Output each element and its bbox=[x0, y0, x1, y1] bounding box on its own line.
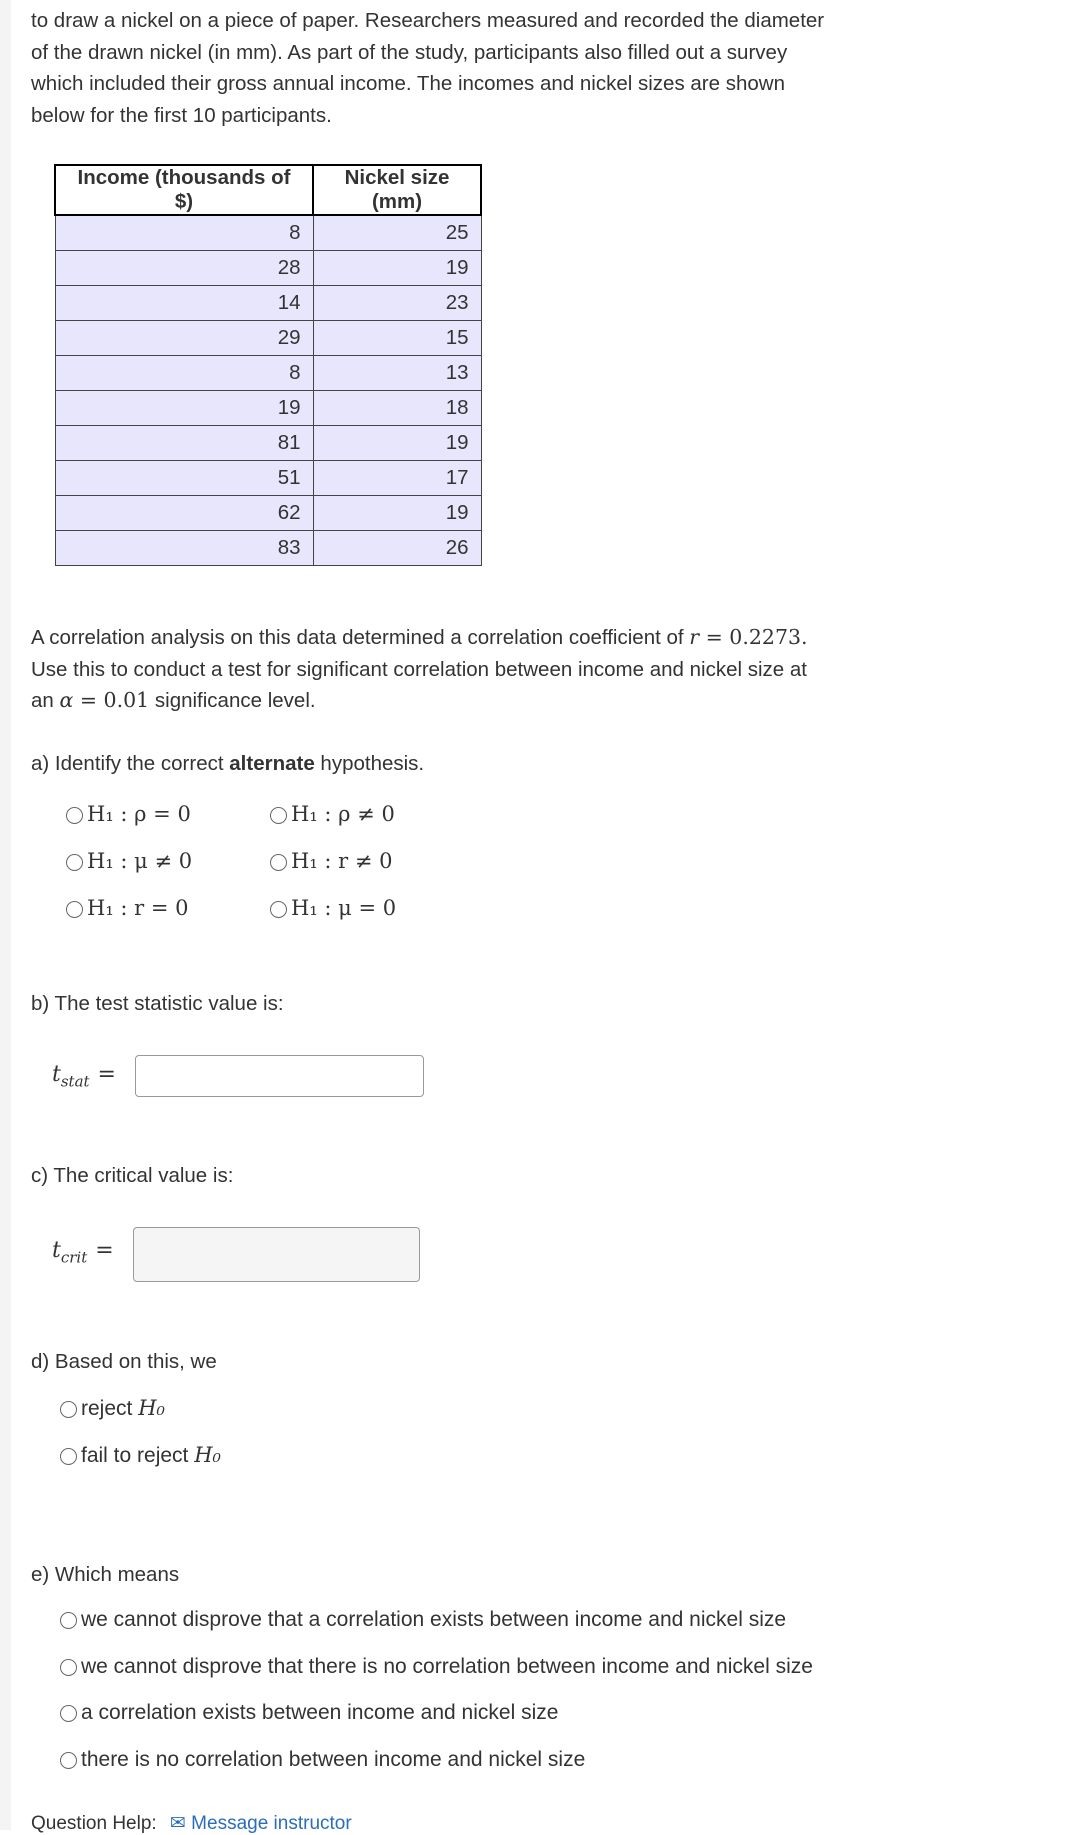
radio-button[interactable] bbox=[66, 901, 83, 918]
table-row bbox=[55, 215, 481, 251]
table-row bbox=[55, 321, 481, 356]
radio-button[interactable] bbox=[60, 1705, 77, 1722]
table-row bbox=[55, 286, 481, 321]
income-cell: 29 bbox=[55, 321, 313, 356]
part-a-prefix: a) Identify the correct bbox=[31, 752, 230, 775]
analysis-text: A correlation analysis on this data determined a correlation coefficient of bbox=[31, 626, 690, 649]
income-cell: 14 bbox=[55, 286, 313, 321]
question-help bbox=[31, 1812, 352, 1835]
radio-button[interactable] bbox=[270, 901, 287, 918]
nickel-cell: 19 bbox=[313, 251, 481, 286]
analysis-text: an bbox=[31, 689, 60, 712]
t-crit-input[interactable] bbox=[133, 1227, 420, 1282]
income-cell: 28 bbox=[55, 251, 313, 286]
radio-button[interactable] bbox=[270, 854, 287, 871]
nickel-cell: 17 bbox=[313, 461, 481, 496]
conclusion-option[interactable]: we cannot disprove that there is no correlation between income and nickel size bbox=[60, 1655, 813, 1679]
conclusion-option[interactable]: a correlation exists between income and nickel size bbox=[60, 1701, 558, 1725]
nickel-cell: 25 bbox=[313, 215, 481, 251]
part-a-label bbox=[31, 748, 424, 780]
envelope-icon[interactable]: ✉ bbox=[169, 1813, 186, 1834]
radio-button[interactable] bbox=[270, 807, 287, 824]
conclusion-option[interactable]: we cannot disprove that a correlation exists between income and nickel size bbox=[60, 1608, 786, 1632]
nickel-cell: 19 bbox=[313, 426, 481, 461]
analysis-line-3 bbox=[31, 685, 1051, 717]
income-cell: 8 bbox=[55, 356, 313, 391]
income-cell: 51 bbox=[55, 461, 313, 496]
hypothesis-option[interactable]: H₁ : ρ ≠ 0 bbox=[270, 802, 395, 827]
t-stat-label: $t_{stat}$ = bbox=[52, 1062, 116, 1091]
table-row bbox=[55, 356, 481, 391]
income-cell: 81 bbox=[55, 426, 313, 461]
hypothesis-option[interactable]: H₁ : ρ = 0 bbox=[66, 802, 191, 827]
r-value: = 0.2273. bbox=[699, 625, 808, 649]
part-a-suffix: hypothesis. bbox=[314, 752, 425, 775]
radio-button[interactable] bbox=[60, 1752, 77, 1769]
analysis-line-1 bbox=[31, 622, 1051, 654]
alpha-symbol: α bbox=[59, 688, 74, 712]
r-symbol: r bbox=[689, 625, 700, 649]
income-cell: 8 bbox=[55, 215, 313, 251]
hypothesis-option[interactable]: H₁ : μ ≠ 0 bbox=[66, 849, 192, 874]
table-row bbox=[55, 426, 481, 461]
nickel-cell: 13 bbox=[313, 356, 481, 391]
radio-button[interactable] bbox=[66, 807, 83, 824]
income-cell: 62 bbox=[55, 496, 313, 531]
table-row bbox=[55, 461, 481, 496]
hypothesis-option[interactable]: H₁ : r = 0 bbox=[66, 896, 189, 921]
table-row bbox=[55, 531, 481, 566]
income-cell: 83 bbox=[55, 531, 313, 566]
hypothesis-option[interactable]: H₁ : μ = 0 bbox=[270, 896, 396, 921]
intro-line: below for the first 10 participants. bbox=[31, 103, 332, 127]
left-border bbox=[0, 0, 11, 1830]
income-cell: 19 bbox=[55, 391, 313, 426]
nickel-size-header: Nickel size (mm) bbox=[313, 165, 481, 215]
intro-line: which included their gross annual income. The incomes and nickel sizes are shown bbox=[31, 72, 785, 95]
hypothesis-option[interactable]: H₁ : r ≠ 0 bbox=[270, 849, 393, 874]
nickel-cell: 23 bbox=[313, 286, 481, 321]
table-row bbox=[55, 496, 481, 531]
radio-button[interactable] bbox=[60, 1612, 77, 1629]
nickel-cell: 18 bbox=[313, 391, 481, 426]
radio-button[interactable] bbox=[66, 854, 83, 871]
data-table bbox=[54, 164, 482, 566]
part-e-label: e) Which means bbox=[31, 1563, 180, 1586]
income-header: Income (thousands of $) bbox=[55, 165, 313, 215]
intro-line: to draw a nickel on a piece of paper. Researchers measured and recorded the diameter bbox=[31, 9, 825, 32]
part-c-label: c) The critical value is: bbox=[31, 1164, 234, 1187]
conclusion-option[interactable]: there is no correlation between income and nickel size bbox=[60, 1748, 585, 1772]
intro-paragraph bbox=[31, 5, 1051, 131]
nickel-cell: 26 bbox=[313, 531, 481, 566]
table-header-row bbox=[55, 165, 481, 215]
part-d-label: d) Based on this, we bbox=[31, 1350, 217, 1373]
radio-button[interactable] bbox=[60, 1659, 77, 1676]
analysis-line-2: Use this to conduct a test for significant correlation between income and nickel size at bbox=[31, 657, 807, 681]
radio-button[interactable] bbox=[60, 1448, 77, 1465]
analysis-paragraph bbox=[31, 622, 1051, 717]
decision-option-fail-to-reject[interactable]: fail to reject H₀ bbox=[60, 1443, 221, 1468]
intro-line: of the drawn nickel (in mm). As part of the study, participants also filled out a survey bbox=[31, 40, 788, 64]
decision-option-reject[interactable]: reject H₀ bbox=[60, 1396, 165, 1421]
table-row bbox=[55, 251, 481, 286]
message-instructor-link[interactable]: Message instructor bbox=[191, 1813, 352, 1834]
table-row bbox=[55, 391, 481, 426]
nickel-cell: 19 bbox=[313, 496, 481, 531]
alpha-value: = 0.01 bbox=[73, 688, 150, 712]
radio-button[interactable] bbox=[60, 1401, 77, 1418]
question-help-label: Question Help: bbox=[31, 1813, 157, 1834]
t-crit-label: $t_{crit}$ = bbox=[52, 1238, 114, 1267]
analysis-text: significance level. bbox=[149, 689, 316, 712]
nickel-cell: 15 bbox=[313, 321, 481, 356]
part-a-bold: alternate bbox=[229, 752, 315, 775]
t-stat-input[interactable] bbox=[135, 1055, 424, 1097]
part-b-label: b) The test statistic value is: bbox=[31, 992, 284, 1015]
